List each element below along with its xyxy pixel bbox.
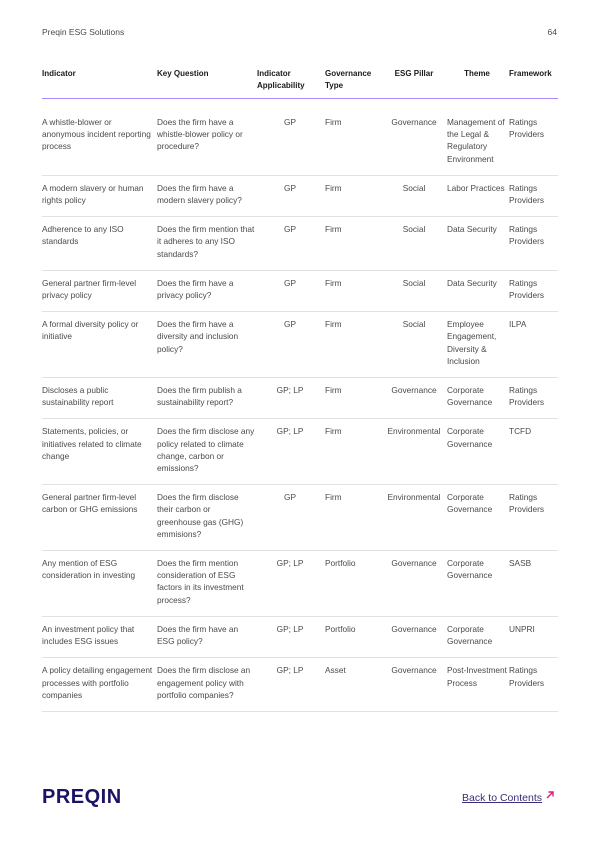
table-row	[42, 658, 558, 712]
cell-theme: Corporate Governance	[447, 551, 509, 617]
cell-indicator: A formal diversity policy or initiative	[42, 312, 157, 378]
cell-key-question: Does the firm publish a sustainability report?	[157, 378, 257, 419]
cell-framework: SASB	[509, 551, 558, 617]
cell-key-question: Does the firm have a whistle-blower policy or procedure?	[157, 99, 257, 176]
cell-esg-pillar: Environmental	[383, 485, 447, 551]
table-row	[42, 616, 558, 657]
cell-theme: Data Security	[447, 270, 509, 311]
cell-key-question: Does the firm have a diversity and inclusion policy?	[157, 312, 257, 378]
cell-applicability: GP	[257, 270, 325, 311]
table-row	[42, 270, 558, 311]
table-row	[42, 378, 558, 419]
cell-esg-pillar: Governance	[383, 658, 447, 712]
arrow-up-right-icon	[545, 790, 555, 800]
cell-esg-pillar: Social	[383, 312, 447, 378]
cell-framework: TCFD	[509, 419, 558, 485]
table-row	[42, 551, 558, 617]
cell-theme: Corporate Governance	[447, 419, 509, 485]
column-header-indicator: Indicator	[42, 68, 157, 99]
column-header-esg-pillar: ESG Pillar	[383, 68, 447, 99]
cell-framework: Ratings Providers	[509, 99, 558, 176]
cell-theme: Corporate Governance	[447, 616, 509, 657]
cell-esg-pillar: Governance	[383, 378, 447, 419]
cell-framework: ILPA	[509, 312, 558, 378]
cell-esg-pillar: Social	[383, 270, 447, 311]
cell-key-question: Does the firm mention consideration of ESG factors in its investment process?	[157, 551, 257, 617]
cell-framework: Ratings Providers	[509, 658, 558, 712]
back-to-contents-link[interactable]	[462, 790, 555, 804]
cell-key-question: Does the firm disclose an engagement policy with portfolio companies?	[157, 658, 257, 712]
table-row	[42, 217, 558, 271]
cell-esg-pillar: Social	[383, 217, 447, 271]
cell-governance-type: Firm	[325, 270, 383, 311]
cell-applicability: GP; LP	[257, 658, 325, 712]
page-number: 64	[547, 27, 557, 37]
cell-framework: Ratings Providers	[509, 270, 558, 311]
column-header-indicator-applicability: Indicator Applicability	[257, 68, 325, 99]
cell-esg-pillar: Social	[383, 175, 447, 216]
cell-esg-pillar: Governance	[383, 616, 447, 657]
cell-indicator: An investment policy that includes ESG issues	[42, 616, 157, 657]
cell-indicator: A policy detailing engagement processes with portfolio companies	[42, 658, 157, 712]
cell-theme: Management of the Legal & Regulatory Environment	[447, 99, 509, 176]
column-header-framework: Framework	[509, 68, 558, 99]
cell-indicator: Any mention of ESG consideration in investing	[42, 551, 157, 617]
cell-theme: Data Security	[447, 217, 509, 271]
cell-governance-type: Firm	[325, 99, 383, 176]
cell-theme: Post-Investment Process	[447, 658, 509, 712]
cell-governance-type: Firm	[325, 378, 383, 419]
cell-framework: Ratings Providers	[509, 378, 558, 419]
preqin-logo: PREQIN	[42, 786, 122, 808]
cell-governance-type: Firm	[325, 485, 383, 551]
table-row	[42, 419, 558, 485]
cell-framework: Ratings Providers	[509, 175, 558, 216]
cell-applicability: GP	[257, 485, 325, 551]
cell-indicator: Discloses a public sustainability report	[42, 378, 157, 419]
cell-key-question: Does the firm have a privacy policy?	[157, 270, 257, 311]
cell-indicator: General partner firm-level carbon or GHG emissions	[42, 485, 157, 551]
cell-applicability: GP	[257, 99, 325, 176]
cell-key-question: Does the firm mention that it adheres to any ISO standards?	[157, 217, 257, 271]
esg-indicator-table	[42, 68, 558, 712]
table-row	[42, 175, 558, 216]
cell-theme: Employee Engagement, Diversity & Inclusion	[447, 312, 509, 378]
cell-indicator: General partner firm-level privacy policy	[42, 270, 157, 311]
column-header-theme: Theme	[447, 68, 509, 99]
cell-theme: Labor Practices	[447, 175, 509, 216]
cell-key-question: Does the firm have an ESG policy?	[157, 616, 257, 657]
column-header-key-question: Key Question	[157, 68, 257, 99]
page-header	[42, 27, 557, 41]
cell-theme: Corporate Governance	[447, 378, 509, 419]
column-header-governance-type: Governance Type	[325, 68, 383, 99]
cell-governance-type: Asset	[325, 658, 383, 712]
cell-governance-type: Firm	[325, 175, 383, 216]
cell-applicability: GP; LP	[257, 551, 325, 617]
cell-governance-type: Firm	[325, 312, 383, 378]
cell-indicator: A whistle-blower or anonymous incident reporting process	[42, 99, 157, 176]
document-title: Preqin ESG Solutions	[42, 27, 125, 37]
table-row	[42, 312, 558, 378]
cell-framework: UNPRI	[509, 616, 558, 657]
cell-applicability: GP; LP	[257, 419, 325, 485]
cell-governance-type: Firm	[325, 217, 383, 271]
table-row	[42, 99, 558, 176]
cell-theme: Corporate Governance	[447, 485, 509, 551]
cell-applicability: GP	[257, 175, 325, 216]
cell-governance-type: Portfolio	[325, 616, 383, 657]
cell-key-question: Does the firm have a modern slavery policy?	[157, 175, 257, 216]
cell-applicability: GP; LP	[257, 378, 325, 419]
cell-key-question: Does the firm disclose any policy related to climate change, carbon or emissions?	[157, 419, 257, 485]
cell-esg-pillar: Environmental	[383, 419, 447, 485]
cell-applicability: GP	[257, 217, 325, 271]
back-to-contents-label: Back to Contents	[462, 792, 542, 804]
cell-indicator: Adherence to any ISO standards	[42, 217, 157, 271]
cell-applicability: GP	[257, 312, 325, 378]
cell-indicator: A modern slavery or human rights policy	[42, 175, 157, 216]
esg-indicator-table-container	[42, 68, 558, 712]
cell-indicator: Statements, policies, or initiatives related to climate change	[42, 419, 157, 485]
cell-esg-pillar: Governance	[383, 551, 447, 617]
cell-framework: Ratings Providers	[509, 217, 558, 271]
cell-framework: Ratings Providers	[509, 485, 558, 551]
cell-key-question: Does the firm disclose their carbon or greenhouse gas (GHG) emmisions?	[157, 485, 257, 551]
cell-applicability: GP; LP	[257, 616, 325, 657]
cell-esg-pillar: Governance	[383, 99, 447, 176]
cell-governance-type: Portfolio	[325, 551, 383, 617]
cell-governance-type: Firm	[325, 419, 383, 485]
table-row	[42, 485, 558, 551]
table-header-row	[42, 68, 558, 99]
